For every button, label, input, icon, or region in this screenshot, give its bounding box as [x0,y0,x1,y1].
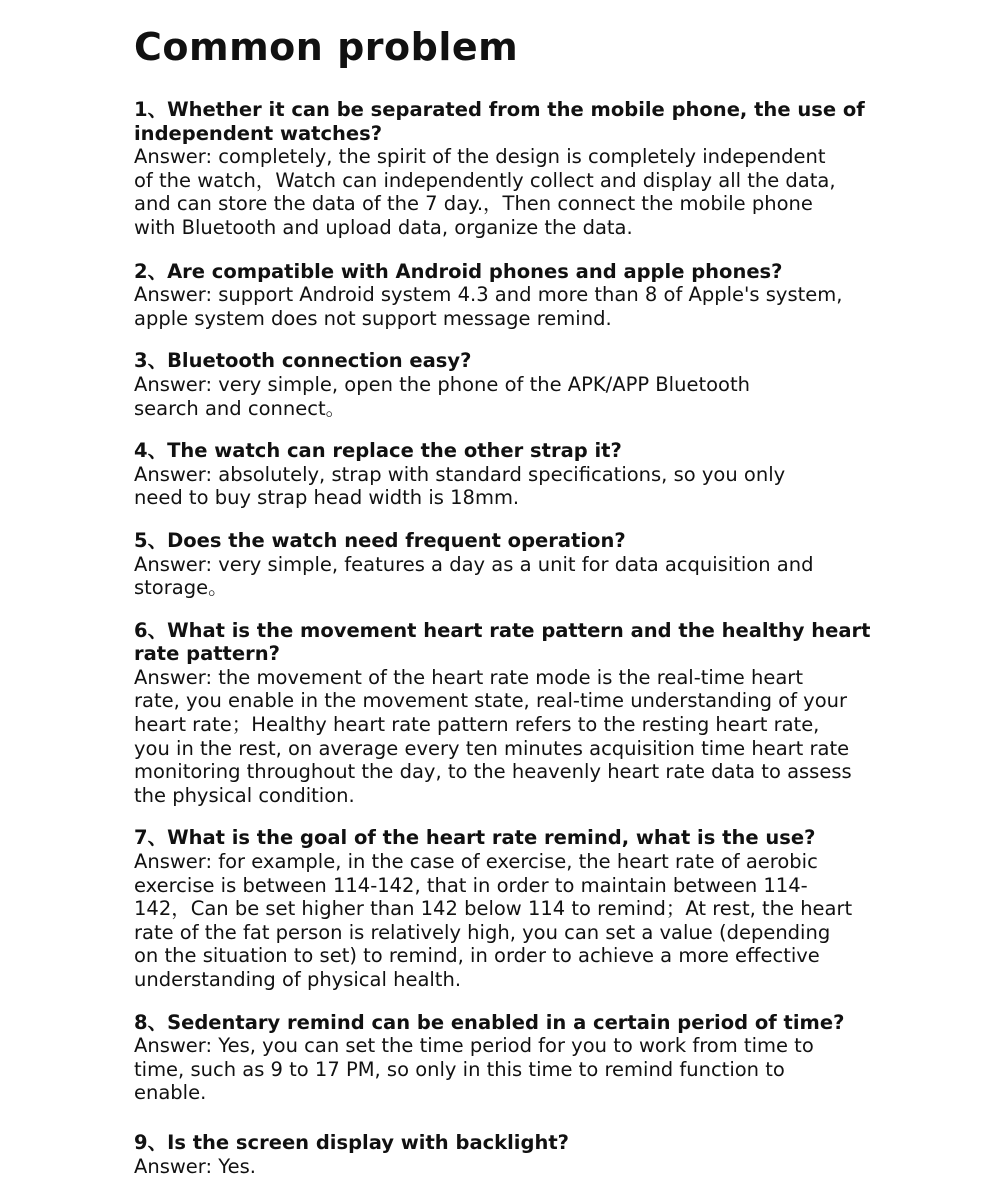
faq-item-1 [134,98,894,240]
faq-question: 2、Are compatible with Android phones and apple phones? [134,259,783,283]
faq-answer: Answer: very simple, features a day as a unit for data acquisition and storage。 [134,552,814,600]
faq-question: 1、Whether it can be separated from the mobile phone, the use of independent watches? [134,98,865,145]
faq-answer: Answer: support Android system 4.3 and more than 8 of Apple's system, apple system does not support message remind. [134,283,843,330]
faq-item-4 [134,439,894,510]
faq-answer: Answer: for example, in the case of exercise, the heart rate of aerobic exercise is between 114-142, that in order to maintain between 114- 142，Can be set higher than 142 below 114 to remind；At rest, the heart rate of the fat person is relatively high, you can set a value (depending on the situation to set) to remind, in order to achieve a more effective understanding of physical health. [134,850,853,991]
page-title: Common problem [134,25,519,69]
faq-item-5 [134,529,894,600]
faq-item-2 [134,260,894,331]
faq-answer: Answer: the movement of the heart rate mode is the real-time heart rate, you enable in the movement state, real-time understanding of your heart rate；Healthy heart rate pattern refers to the resting heart rate, you in the rest, on average every ten minutes acquisition time heart rate monitoring throughout the day, to the heavenly heart rate data to assess the physical condition. [134,665,852,807]
faq-question: 7、What is the goal of the heart rate remind, what is the use? [134,826,816,850]
faq-question: 6、What is the movement heart rate pattern and the healthy heart rate pattern? [134,618,871,666]
faq-question: 8、Sedentary remind can be enabled in a certain period of time? [134,1010,845,1034]
faq-question: 9、Is the screen display with backlight? [134,1130,569,1154]
faq-item-7 [134,826,894,991]
faq-item-6 [134,619,894,808]
faq-answer: Answer: absolutely, strap with standard specifications, so you only need to buy strap head width is 18mm. [134,462,786,510]
faq-question: 4、The watch can replace the other strap it? [134,439,622,463]
faq-item-8 [134,1011,894,1105]
faq-answer: Answer: very simple, open the phone of the APK/APP Bluetooth search and connect。 [134,372,750,420]
faq-item-3 [134,349,894,420]
faq-answer: Answer: Yes. [134,1154,256,1178]
faq-answer: Answer: completely, the spirit of the design is completely independent of the watch，Watch can independently collect and display all the data, and can store the data of the 7 day.，Then connect the mobile phone with Bluetooth and upload data, organize the data. [134,145,836,239]
faq-item-9 [134,1131,894,1178]
faq-answer: Answer: Yes, you can set the time period for you to work from time to time, such as 9 to 17 PM, so only in this time to remind function to enable. [134,1034,814,1105]
faq-question: 3、Bluetooth connection easy? [134,349,472,373]
faq-question: 5、Does the watch need frequent operation? [134,528,626,552]
faq-document [134,24,894,1178]
